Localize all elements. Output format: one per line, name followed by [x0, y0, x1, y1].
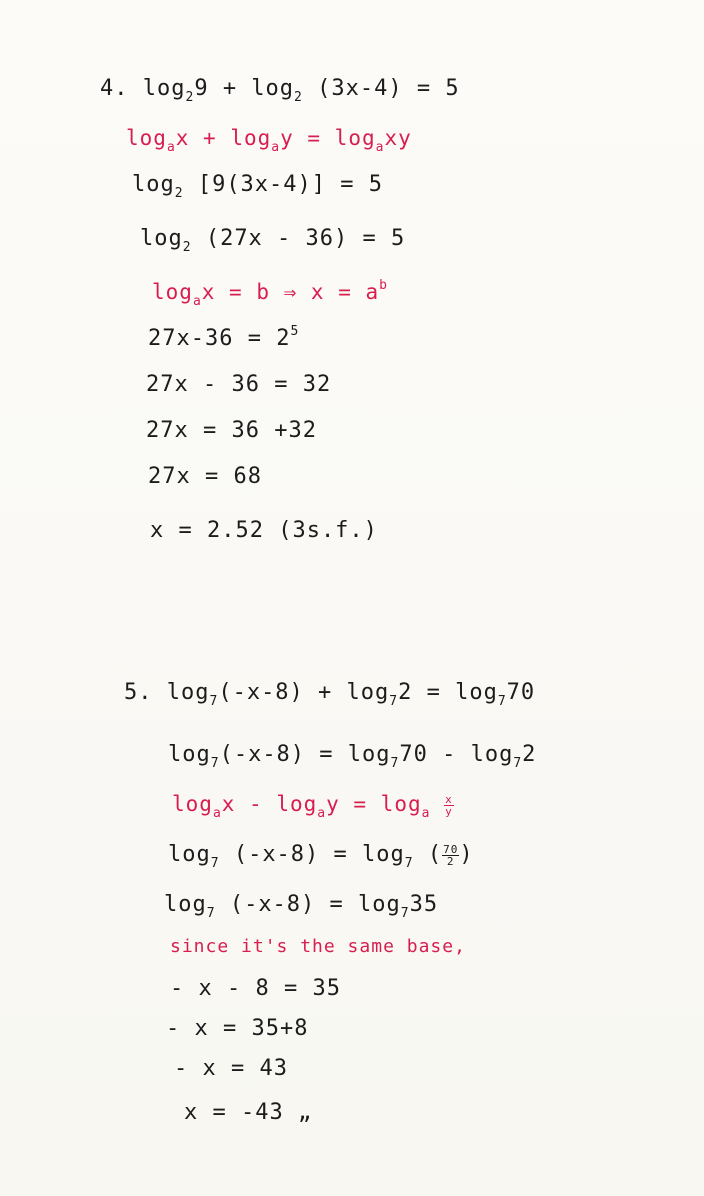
problem-5-answer: x = -43 „	[184, 1100, 313, 1125]
problem-5-step-1: $\log_7(-x-8) = \log_770 - \log_72$	[168, 742, 537, 771]
problem-5-step-2: $\log_7 (-x-8) = \log_7$ ( $\frac{70}{2}$ )	[168, 842, 474, 871]
problem-5-step-6: - x = 43	[174, 1056, 288, 1081]
same-base-note: since it's the same base,	[170, 936, 466, 957]
problem-4-step-1: $\log_2 [9(3x-4)] = 5$	[132, 172, 384, 201]
fraction-x-over-y: $\frac{x}{y}$	[445, 792, 453, 818]
problem-4-step-3: $27x-36 = 2^5$	[148, 324, 300, 351]
problem-4-equation: 4. $\log_29 + \log_2 (3x-4) = 5$	[100, 76, 460, 105]
problem-5-step-5: - x = 35+8	[166, 1016, 309, 1041]
problem-4-step-5: 27x = 36 +32	[146, 418, 317, 443]
problem-5-step-3: $\log_7 (-x-8) = \log_735$	[164, 892, 439, 921]
problem-4-answer: x = 2.52 (3s.f.)	[150, 518, 378, 543]
quotient-rule-note: $\log_ax - \log_ay = \log_a$ $\frac{x}{y}$	[172, 792, 453, 821]
problem-5-step-4: - x - 8 = 35	[170, 976, 341, 1001]
product-rule-note: $\log_ax + \log_ay = \log_axy$	[126, 126, 412, 155]
problem-4-step-6: 27x = 68	[148, 464, 262, 489]
problem-5-equation: 5. $\log_7(-x-8) + \log_72 = \log_770$	[124, 680, 536, 709]
fraction-70-over-2: $\frac{70}{2}$	[443, 842, 459, 868]
problem-4-number: 4.	[100, 76, 129, 101]
problem-4-step-2: $\log_2 (27x - 36) = 5$	[140, 226, 406, 255]
final-answer-mark: „	[297, 1100, 313, 1125]
problem-4-step-4: 27x - 36 = 32	[146, 372, 332, 397]
problem-5-number: 5.	[124, 680, 153, 705]
exponential-rule-note: $\log_ax = b$ ⇒ $x = a^b$	[152, 278, 388, 309]
